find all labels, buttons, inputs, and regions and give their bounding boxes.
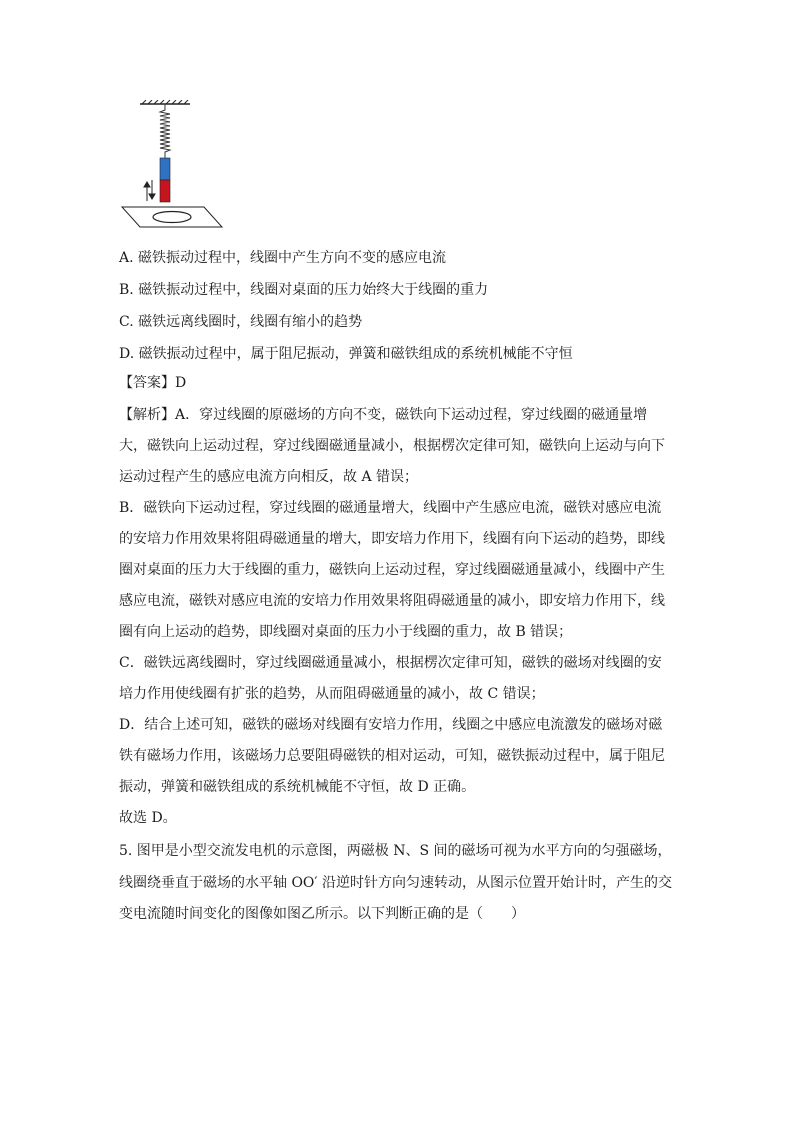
conclusion-line: 故选 D。: [119, 810, 177, 826]
spring: [160, 104, 170, 158]
motion-arrows-icon: [144, 180, 155, 201]
question-5-line: 线圈绕垂直于磁场的水平轴 OO′ 沿逆时针方向匀速转动，从图示位置开始计时，产生的交: [119, 875, 673, 891]
analysis-line: 培力作用使线圈有扩张的趋势，从而阻碍磁通量的减小，故 C 错误；: [119, 686, 545, 702]
option-a: A. 磁铁振动过程中，线圈中产生方向不变的感应电流: [119, 250, 447, 266]
analysis-line: 铁有磁场力作用，该磁场力总要阻碍磁铁的相对运动，可知，磁铁振动过程中，属于阻尼: [119, 748, 665, 764]
analysis-line: 振动，弹簧和磁铁组成的系统机械能不守恒，故 D 正确。: [119, 779, 476, 795]
option-c: C. 磁铁远离线圈时，线圈有缩小的趋势: [119, 314, 363, 330]
analysis-line: 大，磁铁向上运动过程，穿过线圈磁通量减小，根据楞次定律可知，磁铁向上运动与向下: [119, 438, 665, 454]
magnet-bottom-pole: [160, 180, 170, 202]
analysis-line: 的安培力作用效果将阻碍磁通量的增大，即安培力作用下，线圈有向下运动的趋势，即线: [119, 531, 665, 547]
analysis-line: 圈有向上运动的趋势，即线圈对桌面的压力小于线圈的重力，故 B 错误；: [119, 624, 573, 640]
analysis-line: B．磁铁向下运动过程，穿过线圈的磁通量增大，线圈中产生感应电流，磁铁对感应电流: [119, 500, 662, 516]
answer-line: 【答案】D: [119, 375, 187, 391]
figure-svg: [118, 100, 226, 230]
option-d: D. 磁铁振动过程中，属于阻尼振动，弹簧和磁铁组成的系统机械能不守恒: [119, 346, 573, 362]
analysis-line: 【解析】A．穿过线圈的原磁场的方向不变，磁铁向下运动过程，穿过线圈的磁通量增: [119, 407, 648, 423]
magnet-top-pole: [160, 158, 170, 180]
analysis-line: C．磁铁远离线圈时，穿过线圈磁通量减小，根据楞次定律可知，磁铁的磁场对线圈的安: [119, 655, 662, 671]
analysis-line: 运动过程产生的感应电流方向相反，故 A 错误；: [119, 469, 419, 485]
analysis-line: 感应电流，磁铁对感应电流的安培力作用效果将阻碍磁通量的减小，即安培力作用下，线: [119, 593, 665, 609]
question-5-line: 5. 图甲是小型交流发电机的示意图，两磁极 N、S 间的磁场可视为水平方向的匀强磁场，: [119, 843, 672, 859]
option-b: B. 磁铁振动过程中，线圈对桌面的压力始终大于线圈的重力: [119, 282, 489, 298]
table: [122, 207, 222, 227]
analysis-line: 圈对桌面的压力大于线圈的重力，磁铁向上运动过程，穿过线圈磁通量减小，线圈中产生: [119, 562, 665, 578]
spring-magnet-coil-figure: [118, 100, 226, 230]
question-5-line: 变电流随时间变化的图像如图乙所示。以下判断正确的是（ ）: [119, 906, 525, 922]
analysis-line: D．结合上述可知，磁铁的磁场对线圈有安培力作用，线圈之中感应电流激发的磁场对磁: [119, 717, 663, 733]
